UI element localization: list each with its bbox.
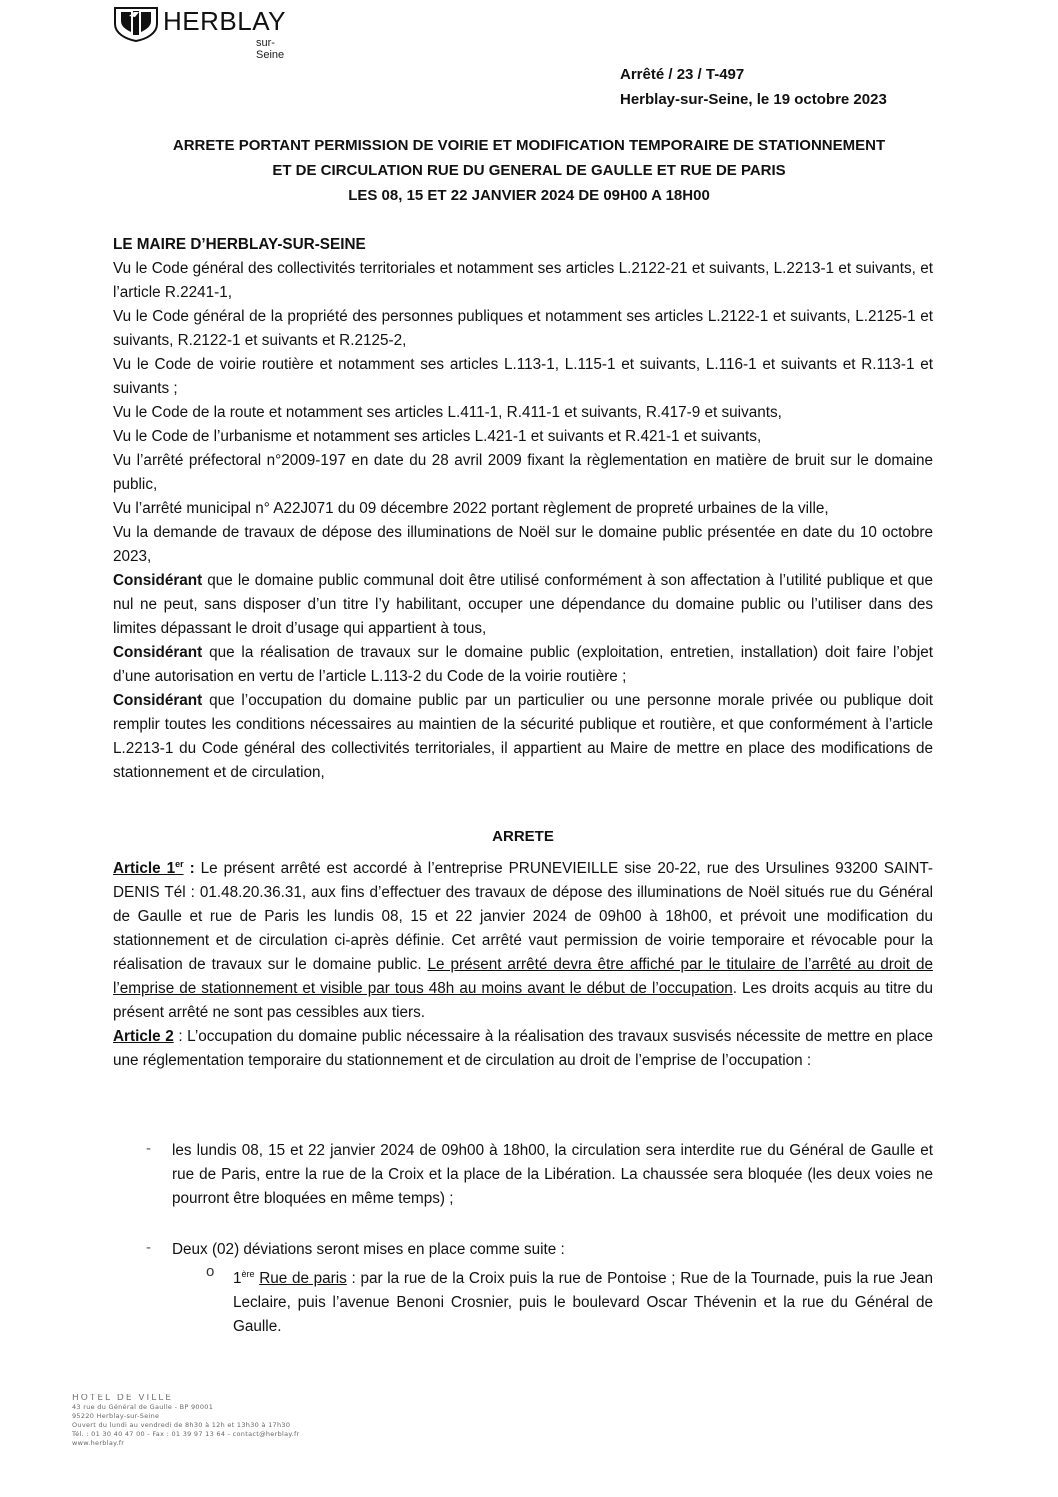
- vu-clause: Vu la demande de travaux de dépose des illuminations de Noël sur le domaine public présentée en date du 10 octobre 2023,: [113, 524, 933, 565]
- footer-line: www.herblay.fr: [72, 1439, 125, 1447]
- vu-clause: Vu le Code général des collectivités territoriales et notamment ses articles L.2122-21 et suivants, L.2213-1 et suivants, et l’article R.2241-1,: [113, 260, 933, 301]
- vu-clause: Vu le Code de l’urbanisme et notamment ses articles L.421-1 et suivants et R.421-1 et suivants,: [113, 428, 762, 445]
- title-line: ARRETE PORTANT PERMISSION DE VOIRIE ET MODIFICATION TEMPORAIRE DE STATIONNEMENT: [172, 137, 886, 154]
- considerant-clause: [113, 569, 933, 641]
- article-2: [113, 1025, 933, 1073]
- coat-of-arms-icon: [113, 6, 159, 42]
- vu-clause: Vu le Code de voirie routière et notamment ses articles L.113-1, L.115-1 et suivants, L.116-1 et suivants et R.113-1 et suivants ;: [113, 356, 933, 397]
- sub-bullet-sup: ère: [241, 1269, 255, 1279]
- vu-clause: Vu l’arrêté préfectoral n°2009-197 en date du 28 avril 2009 fixant la règlementation en matière de bruit sur le domaine public,: [113, 452, 933, 493]
- sub-bullet-text: : par la rue de la Croix puis la rue de Pontoise ; Rue de la Tournade, puis la rue Jean Leclaire, puis l’avenue Benoni Crosnier, puis le boulevard Oscar Thévenin et la rue du Général de Gaulle.: [233, 1270, 934, 1336]
- considerant-clause: [113, 641, 933, 689]
- article-1-label-text: Article 1: [113, 860, 176, 878]
- footer-line: 43 rue du Général de Gaulle - BP 90001: [72, 1403, 214, 1411]
- vu-clause: Vu l’arrêté municipal n° A22J071 du 09 décembre 2022 portant règlement de propreté urbaines de la ville,: [113, 500, 829, 517]
- logo-subtitle: sur-Seine: [256, 37, 285, 61]
- bullet-dash: -: [146, 1140, 151, 1157]
- vu-clause: Vu le Code de la route et notamment ses articles L.411-1, R.411-1 et suivants, R.417-9 et suivants,: [113, 404, 782, 421]
- articles: [113, 852, 933, 1073]
- considerant-text: que le domaine public communal doit être utilisé conformément à son affectation à l’utilité publique et que nul ne peut, sans disposer d’un titre l’y habilitant, occuper une dépendance du domaine public ou l’utiliser dans des limites dépassant le droit d’usage qui appartient à tous,: [113, 572, 933, 637]
- considerant-text: que la réalisation de travaux sur le domaine public (exploitation, entretien, installation) doit faire l’objet d’une autorisation en vertu de l’article L.113-2 du Code de la voirie routière ;: [113, 644, 933, 685]
- considerant-label: Considérant: [113, 692, 203, 709]
- article-1-text: Le présent arrêté est accordé à l’entreprise PRUNEVIEILLE sise 20-22, rue des Ursulines 93200 SAINT-DENIS Tél : 01.48.20.36.31, aux fins d’effectuer des travaux de dépose des illuminations de Noël situés rue du Général de Gaulle et rue de Paris les lundis 08, 15 et 22 janvier 2024 de 09h00 à 18h00, et prévoit une modification du stationnement et de circulation ci-après définie. Cet arrêté vaut permission de voirie temporaire et révocable pour la réalisation de travaux sur le domaine public.: [113, 860, 933, 974]
- sub-bullet-label: Rue de paris: [259, 1270, 347, 1288]
- footer-title: HOTEL DE VILLE: [72, 1394, 173, 1403]
- footer-line: Tél. : 01 30 40 47 00 - Fax : 01 39 97 13 64 - contact@herblay.fr: [72, 1430, 300, 1438]
- reference-number: Arrêté / 23 / T-497: [620, 66, 745, 83]
- footer-line: Ouvert du lundi au vendredi de 8h30 à 12h et 13h30 à 17h30: [72, 1421, 291, 1429]
- article-1-label: [113, 860, 184, 877]
- article-1-underlined: Le présent arrêté devra être affiché par le titulaire de l’arrêté au droit de l’emprise de stationnement et visible par tous 48h au moins avant le début de l’occupation: [113, 956, 933, 998]
- considerant-text: que l’occupation du domaine public par un particulier ou une personne morale privée ou publique doit remplir toutes les conditions nécessaires au maintien de la sécurité publique et routière, et que conformément à l’article L.2213-1 du Code général des collectivités territoriales, il appartient au Maire de mettre en place des modifications de stationnement et de circulation,: [113, 692, 933, 781]
- title-line: ET DE CIRCULATION RUE DU GENERAL DE GAULLE ET RUE DE PARIS: [272, 162, 786, 179]
- bullet-dash: -: [146, 1239, 151, 1256]
- footer-address: [72, 1394, 392, 1448]
- decree-reference: [620, 62, 887, 112]
- preamble: [113, 233, 933, 785]
- logo-text: HERBLAY: [163, 6, 286, 36]
- bullet-item: Deux (02) déviations seront mises en place comme suite :: [172, 1241, 565, 1258]
- sub-bullet-item: [233, 1262, 933, 1339]
- sub-bullet-number: 1: [233, 1270, 242, 1288]
- article-2-text: : L’occupation du domaine public nécessaire à la réalisation des travaux susvisés nécessite de mettre en place une réglementation temporaire du stationnement et de circulation au droit de l’emprise de l’occupation :: [113, 1028, 933, 1070]
- bullet-item: les lundis 08, 15 et 22 janvier 2024 de 09h00 à 18h00, la circulation sera interdite rue du Général de Gaulle et rue de Paris, entre la rue de la Croix et la place de la Libération. La chaussée sera bloquée (les deux voies ne pourront être bloquées en même temps) ;: [172, 1142, 933, 1207]
- vu-clause: Vu le Code général de la propriété des personnes publiques et notamment ses articles L.2122-1 et suivants, L.2125-1 et suivants, R.2122-1 et suivants et R.2125-2,: [113, 308, 933, 349]
- mayor-heading: LE MAIRE D’HERBLAY-SUR-SEINE: [113, 236, 366, 253]
- place-and-date: Herblay-sur-Seine, le 19 octobre 2023: [620, 91, 887, 108]
- considerant-clause: [113, 689, 933, 785]
- title-line: LES 08, 15 ET 22 JANVIER 2024 DE 09H00 A 18H00: [348, 187, 710, 204]
- considerant-label: Considérant: [113, 572, 203, 589]
- considerant-label: Considérant: [113, 644, 203, 661]
- article-1-sup: er: [175, 859, 184, 869]
- article-2-label: Article 2: [113, 1028, 174, 1046]
- article-1: [113, 852, 933, 1025]
- article-1-end: . Les droits acquis au titre du présent arrêté ne sont pas cessibles aux tiers.: [113, 980, 933, 1022]
- sub-bullet-marker: o: [206, 1263, 215, 1280]
- article-1-colon: :: [183, 860, 201, 878]
- decree-title: [130, 133, 928, 208]
- arrete-heading: ARRETE: [492, 828, 554, 845]
- footer-line: 95220 Herblay-sur-Seine: [72, 1412, 160, 1420]
